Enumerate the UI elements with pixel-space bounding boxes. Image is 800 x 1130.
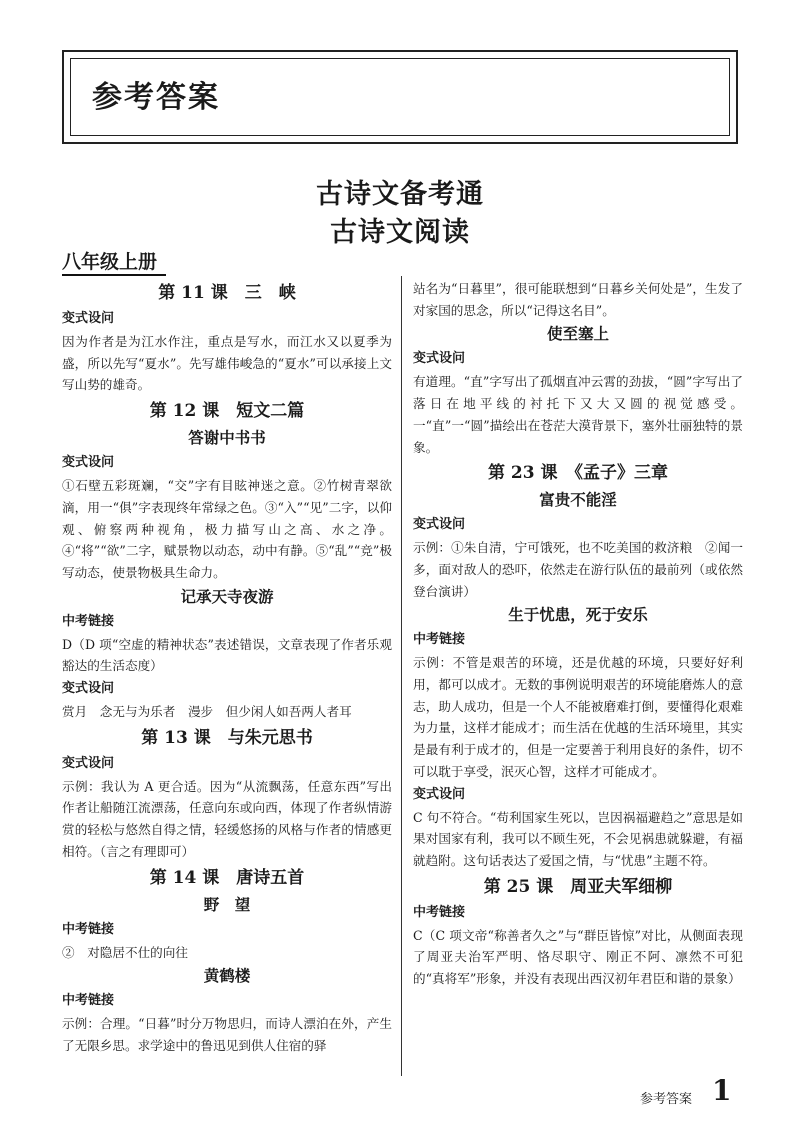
answer-text: C（C 项文帝“称善者久之”与“群臣皆惊”对比，从侧面表现了周亚夫治军严明、恪尽职守、刚正不阿、凛然不可犯的“真将军”形象，并没有表现出西汉初年君臣和谐的景象） — [413, 927, 743, 987]
answer-text: 示例：①朱自清，宁可饿死，也不吃美国的救济粮 ②闻一多，面对敌人的恐吓，依然走在游行队伍的最前列（或依然登台演讲） — [413, 540, 743, 599]
page-number: 1 — [712, 1074, 732, 1107]
lesson-14-title: 第 14 课 唐诗五首 — [149, 867, 305, 888]
answer-text: 因为作者是为江水作注，重点是写水，而江水又以夏季为盛，所以先写“夏水”。先写雄伟峻急的“夏水”可以承接上文写山势的雄奇。 — [62, 334, 392, 393]
answer-text: 示例：我认为 A 更合适。因为“从流飘荡，任意东西”写出作者让船随江流漂荡，任意向东或向西，体现了作者纵情游赏的轻松与悠然自得之情，轻缓悠扬的风格与作者的情感更相符。（言之有理即可） — [62, 778, 392, 859]
section-label: 中考链接 — [62, 613, 115, 629]
answer-text: C 句不符合。“苟利国家生死以，岂因祸福避趋之”意思是如果对国家有利，我可以不顾生死，不会见祸患就躲避，有福就趋附。这句话表达了爱国之情，与“忧患”主题不符。 — [413, 809, 743, 868]
left-column — [62, 278, 392, 1057]
right-column — [413, 278, 743, 990]
poem-title: 生于忧患，死于安乐 — [508, 605, 648, 625]
sub-title: 古诗文阅读 — [330, 217, 470, 248]
answer-text: ①石壁五彩斑斓，“交”字有目眩神迷之意。②竹树青翠欲滴，用一“俱”字表现终年常绿之色。③“入”“见”二字，以仰观、俯察两种视角，极力描写山之高、水之净。④“将”“欲”二字，赋景物以动态，动中有静。⑤“乱”“竞”极写动态，使景物极具生命力。 — [62, 478, 392, 580]
poem-title: 黄鹤楼 — [203, 966, 251, 986]
answer-text: 示例：不管是艰苦的环境，还是优越的环境，只要好好利用，都可以成才。无数的事例说明艰苦的环境能磨炼人的意志，助人成功，但是一个人不能被磨难打倒，要懂得化艰难为力量，这样才能成才；而生活在优越的生活环境里，其实是最有利于成才的，但是一定要善于利用良好的条件，切不可以耽于享受，泯灭心智，这样才可能成才。 — [413, 655, 743, 779]
page-header-title: 参考答案 — [92, 80, 220, 115]
grade-heading: 八年级上册 — [62, 251, 158, 273]
lesson-23-title: 第 23 课 《孟子》三章 — [488, 463, 668, 484]
section-label: 变式设问 — [62, 755, 115, 771]
section-label: 变式设问 — [413, 351, 466, 367]
answer-text: ② 对隐居不仕的向往 — [62, 944, 188, 960]
poem-title: 答谢中书书 — [188, 428, 266, 448]
footer-label: 参考答案 — [640, 1092, 693, 1107]
section-label: 变式设问 — [413, 786, 466, 802]
section-label: 变式设问 — [62, 311, 115, 326]
lesson-25-title: 第 25 课 周亚夫军细柳 — [483, 876, 673, 897]
section-label: 中考链接 — [62, 921, 115, 937]
main-title: 古诗文备考通 — [316, 179, 484, 210]
section-label: 中考链接 — [413, 632, 466, 648]
section-label: 变式设问 — [62, 455, 115, 471]
lesson-13-title: 第 13 课 与朱元思书 — [141, 727, 313, 748]
answer-text: 有道理。“直”字写出了孤烟直冲云霄的劲拔，“圆”字写出了落日在地平线的衬托下又大又圆的视觉感受。一“直”一“圆”描绘出在苍茫大漠背景下，塞外壮丽独特的景象。 — [413, 374, 743, 455]
section-label: 变式设问 — [62, 681, 115, 697]
poem-title: 使至塞上 — [546, 324, 609, 344]
poem-title: 富贵不能淫 — [539, 490, 617, 510]
column-divider — [401, 276, 402, 1076]
answer-text: 示例：合理。“日暮”时分万物思归，而诗人漂泊在外，产生了无限乡思。求学途中的鲁迅见到供人住宿的驿 — [62, 1016, 392, 1053]
section-label: 变式设问 — [413, 517, 466, 533]
answer-text: 赏月 念无与为乐者 漫步 但少闲人如吾两人者耳 — [62, 704, 352, 720]
section-label: 中考链接 — [62, 993, 115, 1009]
poem-title: 野 望 — [203, 894, 251, 914]
answer-text: D（D 项“空虚的精神状态”表述错误，文章表现了作者乐观豁达的生活态度） — [62, 636, 392, 674]
lesson-12-title: 第 12 课 短文二篇 — [149, 401, 305, 422]
section-label: 中考链接 — [413, 904, 466, 920]
lesson-11-title: 第 11 课 三 峡 — [158, 283, 296, 303]
poem-title: 记承天寺夜游 — [180, 586, 274, 606]
answer-text-continued: 站名为“日暮里”，很可能联想到“日暮乡关何处是”，生发了对家国的思念，所以“记得这名目”。 — [413, 281, 743, 318]
grade-underline — [62, 274, 166, 276]
